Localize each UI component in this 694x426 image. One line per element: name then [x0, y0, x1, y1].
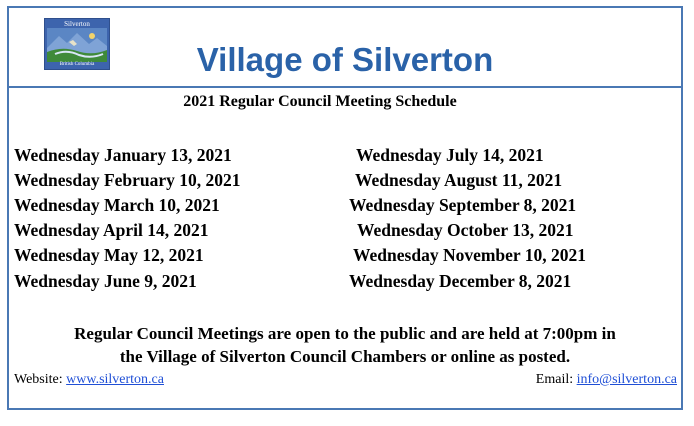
- meeting-date-october: Wednesday October 13, 2021: [357, 220, 574, 240]
- meeting-date-january: Wednesday January 13, 2021: [14, 145, 232, 165]
- logo-top-text: Silverton: [64, 20, 90, 28]
- meeting-date-september: Wednesday September 8, 2021: [349, 195, 577, 215]
- meeting-date-august: Wednesday August 11, 2021: [355, 170, 563, 190]
- website-contact: [14, 371, 164, 389]
- email-label: Email:: [535, 372, 574, 387]
- meeting-date-february: Wednesday February 10, 2021: [14, 170, 241, 190]
- meeting-date-april: Wednesday April 14, 2021: [14, 220, 209, 240]
- email-link[interactable]: info@silverton.ca: [576, 372, 677, 387]
- meeting-date-june: Wednesday June 9, 2021: [14, 271, 197, 291]
- meeting-date-december: Wednesday December 8, 2021: [349, 271, 572, 291]
- page-title: Village of Silverton: [196, 41, 494, 78]
- header-divider: [9, 86, 681, 88]
- meeting-date-november: Wednesday November 10, 2021: [353, 245, 587, 265]
- schedule-subtitle: 2021 Regular Council Meeting Schedule: [183, 93, 457, 110]
- meeting-date-may: Wednesday May 12, 2021: [14, 245, 204, 265]
- website-label: Website:: [14, 372, 63, 387]
- website-link[interactable]: www.silverton.ca: [66, 372, 164, 387]
- meeting-note-line-1: Regular Council Meetings are open to the public and are held at 7:00pm in: [74, 324, 616, 343]
- email-contact: [536, 371, 677, 389]
- village-logo: [44, 18, 110, 70]
- meeting-date-march: Wednesday March 10, 2021: [14, 195, 220, 215]
- meeting-date-july: Wednesday July 14, 2021: [356, 145, 544, 165]
- village-logo-icon: [47, 28, 107, 62]
- logo-bottom-text: British Columbia: [59, 62, 95, 67]
- meeting-note-line-2: the Village of Silverton Council Chambers or online as posted.: [119, 347, 571, 366]
